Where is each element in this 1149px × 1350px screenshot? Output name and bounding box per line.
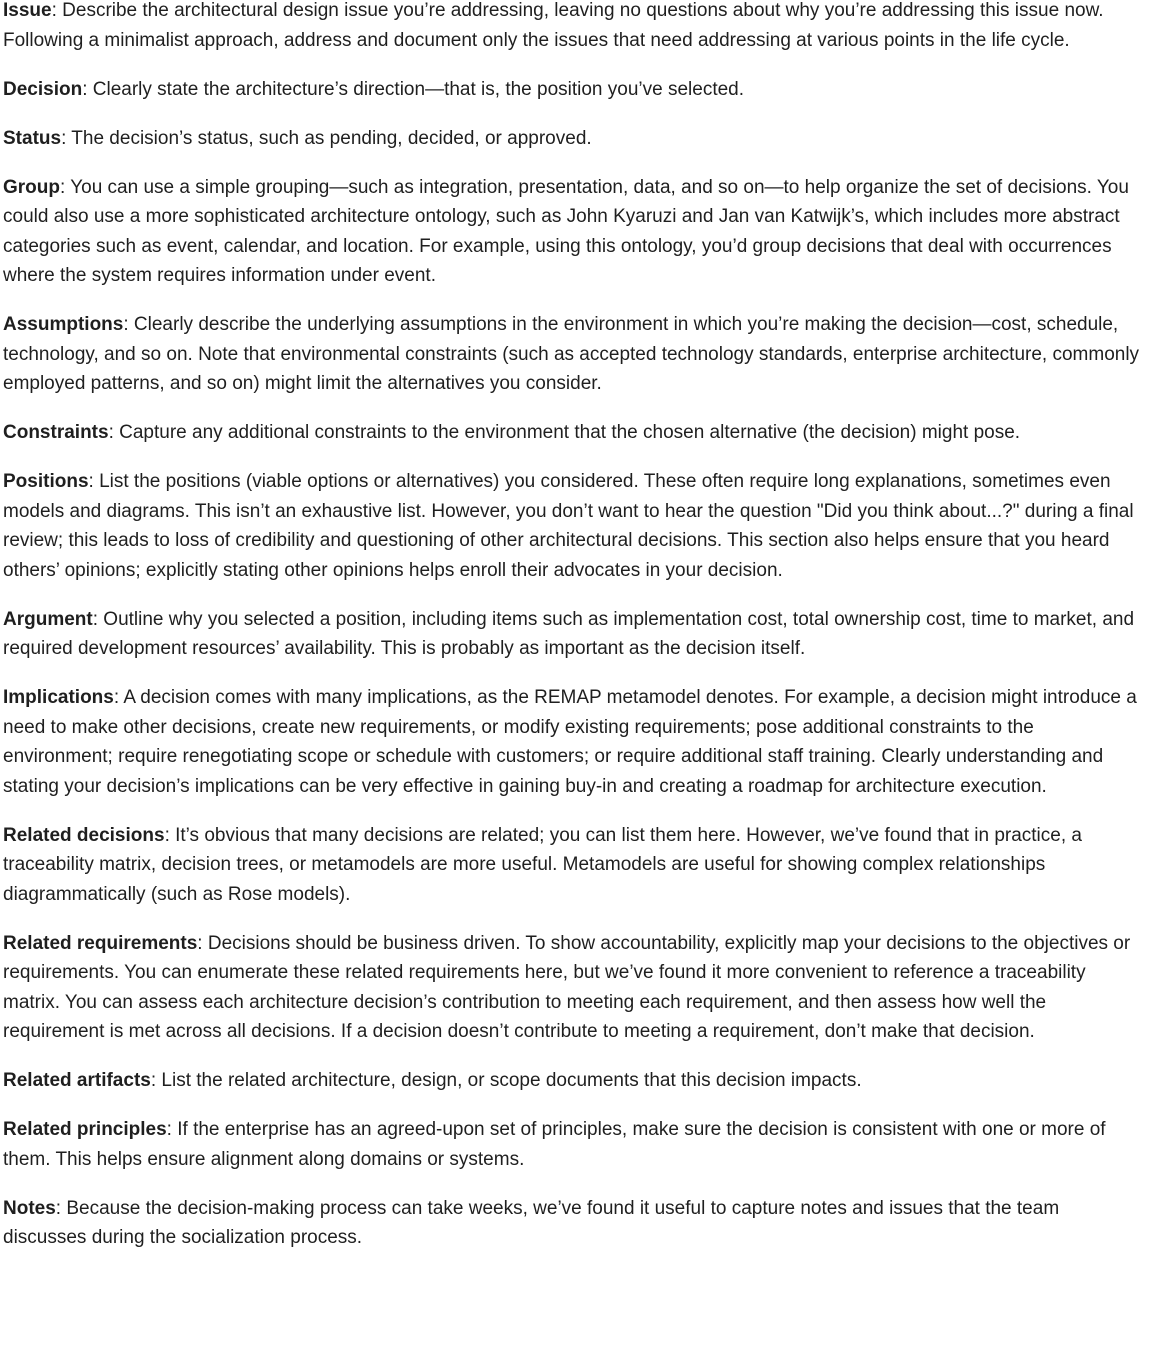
entry-term: Status	[3, 127, 62, 149]
entry-issue	[3, 0, 1145, 55]
entry-group	[3, 173, 1145, 291]
entry-term: Issue	[3, 0, 52, 21]
entry-positions	[3, 467, 1145, 585]
entry-related-requirements	[3, 929, 1145, 1047]
entry-text: : The decision’s status, such as pending, decided, or approved.	[61, 127, 592, 149]
entry-assumptions	[3, 310, 1145, 399]
entry-text: : Decisions should be business driven. To show accountability, explicitly map your decisions to the objectives or requirements. You can enumerate these related requirements here, but we’ve found it more convenient to reference a traceability matrix. You can assess each architecture decision’s contribution to meeting each requirement, and then assess how well the requirement is met across all decisions. If a decision doesn’t contribute to meeting a requirement, don’t make that decision.	[3, 932, 1131, 1042]
entry-status	[3, 124, 1145, 154]
entry-term: Implications	[3, 687, 114, 708]
entry-term: Decision	[3, 78, 83, 100]
entry-text: : List the related architecture, design, or scope documents that this decision impacts.	[150, 1070, 862, 1091]
entry-related-decisions	[3, 821, 1145, 910]
entry-term: Related artifacts	[3, 1070, 151, 1091]
entry-notes	[3, 1194, 1145, 1253]
entry-term: Related decisions	[3, 824, 165, 846]
entry-term: Related requirements	[3, 932, 198, 954]
entry-text: : Because the decision-making process can take weeks, we’ve found it useful to capture notes and issues that the team discusses during the socialization process.	[3, 1197, 1060, 1248]
entry-related-principles	[3, 1115, 1145, 1174]
entry-term: Constraints	[3, 422, 109, 443]
entry-text: : You can use a simple grouping—such as integration, presentation, data, and so on—to help organize the set of decisions. You could also use a more sophisticated architecture ontology, such as John Kyaruzi and Jan van Katwijk’s, which includes more abstract categories such as event, calendar, and location. For example, using this ontology, you’d group decisions that deal with occurrences where the system requires information under event.	[3, 176, 1129, 286]
entry-argument	[3, 605, 1145, 664]
entry-text: : Describe the architectural design issue you’re addressing, leaving no questions about why you’re addressing this issue now. Following a minimalist approach, address and document only the issues that need addressing at various points in the life cycle.	[3, 0, 1104, 51]
entry-term: Related principles	[3, 1119, 167, 1140]
entry-text: : It’s obvious that many decisions are related; you can list them here. However, we’ve found that in practice, a traceability matrix, decision trees, or metamodels are more useful. Metamodels are useful for showing complex relationships diagrammatically (such as Rose models).	[3, 824, 1082, 905]
entry-text: : Clearly state the architecture’s direction—that is, the position you’ve selected.	[82, 78, 745, 100]
entry-term: Positions	[3, 471, 89, 492]
entry-text: : Outline why you selected a position, including items such as implementation cost, total ownership cost, time to market, and required development resources’ availability. This is probably as important as the decision itself.	[3, 608, 1135, 659]
entry-term: Assumptions	[3, 314, 124, 335]
entry-term: Notes	[3, 1197, 56, 1219]
entry-implications	[3, 683, 1145, 801]
entry-term: Argument	[3, 608, 93, 630]
entry-decision	[3, 75, 1145, 105]
entry-related-artifacts	[3, 1066, 1145, 1096]
entry-term: Group	[3, 176, 60, 198]
entry-text: : List the positions (viable options or alternatives) you considered. These often require long explanations, sometimes even models and diagrams. This isn’t an exhaustive list. However, you don’t want to hear the question "Did you think about...?" during a final review; this leads to loss of credibility and questioning of other architectural decisions. This section also helps ensure that you heard others’ opinions; explicitly stating other opinions helps enroll their advocates in your decision.	[3, 471, 1134, 581]
entry-text: : If the enterprise has an agreed-upon set of principles, make sure the decision is consistent with one or more of them. This helps ensure alignment along domains or systems.	[3, 1119, 1106, 1170]
entry-text: : Capture any additional constraints to the environment that the chosen alternative (the decision) might pose.	[108, 422, 1021, 443]
entry-text: : A decision comes with many implications, as the REMAP metamodel denotes. For example, a decision might introduce a need to make other decisions, create new requirements, or modify existing requirements; pose additional constraints to the environment; require renegotiating scope or schedule with customers; or require additional staff training. Clearly understanding and stating your decision’s implications can be very effective in gaining buy-in and creating a roadmap for architecture execution.	[3, 687, 1137, 797]
entry-text: : Clearly describe the underlying assumptions in the environment in which you’re making the decision—cost, schedule, technology, and so on. Note that environmental constraints (such as accepted technology standards, enterprise architecture, commonly employed patterns, and so on) might limit the alternatives you consider.	[3, 314, 1140, 394]
entry-constraints	[3, 418, 1145, 448]
